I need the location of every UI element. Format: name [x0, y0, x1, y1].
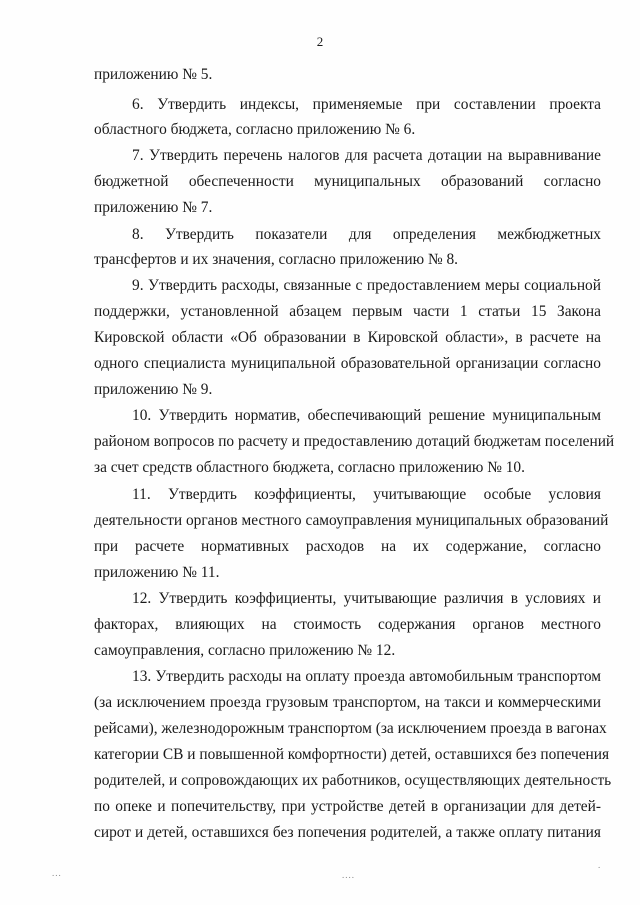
text-line: одного специалиста муниципальной образовательной организации согласно	[94, 355, 601, 372]
text-line: 6. Утвердить индексы, применяемые при составлении проекта	[132, 96, 601, 113]
scan-mark: ....	[342, 870, 355, 880]
text-line: факторах, влияющих на стоимость содержания органов местного	[94, 616, 601, 633]
text-line: 9. Утвердить расходы, связанные с предоставлением меры социальной	[132, 277, 601, 294]
text-line: районом вопросов по расчету и предоставлению дотаций бюджетам поселений	[94, 433, 615, 450]
text-line: Кировской области «Об образовании в Кировской области», в расчете на	[94, 329, 601, 346]
scan-mark: .	[598, 860, 602, 870]
text-line: 13. Утвердить расходы на оплату проезда автомобильным транспортом	[132, 668, 601, 685]
text-line: сирот и детей, оставшихся без попечения родителей, а также оплату питания	[94, 824, 601, 841]
text-line: 7. Утвердить перечень налогов для расчета дотации на выравнивание	[132, 147, 601, 164]
text-line: поддержки, установленной абзацем первым части 1 статьи 15 Закона	[94, 303, 601, 320]
text-line: 12. Утвердить коэффициенты, учитывающие различия в условиях и	[132, 590, 601, 607]
text-line: (за исключением проезда грузовым транспортом, на такси и коммерческими	[94, 694, 601, 711]
text-line: областного бюджета, согласно приложению № 6.	[94, 121, 416, 138]
scan-mark: ...	[52, 868, 62, 878]
text-line: по опеке и попечительству, при устройстве детей в организации для детей-	[94, 798, 601, 815]
text-line: трансфертов и их значения, согласно приложению № 8.	[94, 251, 459, 268]
text-line: 10. Утвердить норматив, обеспечивающий решение муниципальным	[132, 407, 601, 424]
text-line: 11. Утвердить коэффициенты, учитывающие особые условия	[132, 486, 601, 503]
text-line: деятельности органов местного самоуправления муниципальных образований	[94, 512, 609, 529]
text-line: 8. Утвердить показатели для определения межбюджетных	[132, 226, 601, 243]
text-line: приложению № 9.	[94, 381, 213, 398]
text-line: категории СВ и повышенной комфортности) детей, оставшихся без попечения	[94, 746, 610, 763]
text-line: бюджетной обеспеченности муниципальных образований согласно	[94, 173, 601, 190]
text-line: приложению № 7.	[94, 199, 213, 216]
text-line: приложению № 11.	[94, 564, 220, 581]
text-line: приложению № 5.	[94, 66, 213, 83]
text-line: за счет средств областного бюджета, согласно приложению № 10.	[94, 459, 525, 476]
page-number: 2	[316, 34, 324, 49]
text-line: рейсами), железнодорожным транспортом (за исключением проезда в вагонах	[94, 720, 607, 737]
text-line: самоуправления, согласно приложению № 12.	[94, 642, 396, 659]
text-line: при расчете нормативных расходов на их содержание, согласно	[94, 538, 601, 555]
text-line: родителей, и сопровождающих их работников, осуществляющих деятельность	[94, 772, 612, 789]
